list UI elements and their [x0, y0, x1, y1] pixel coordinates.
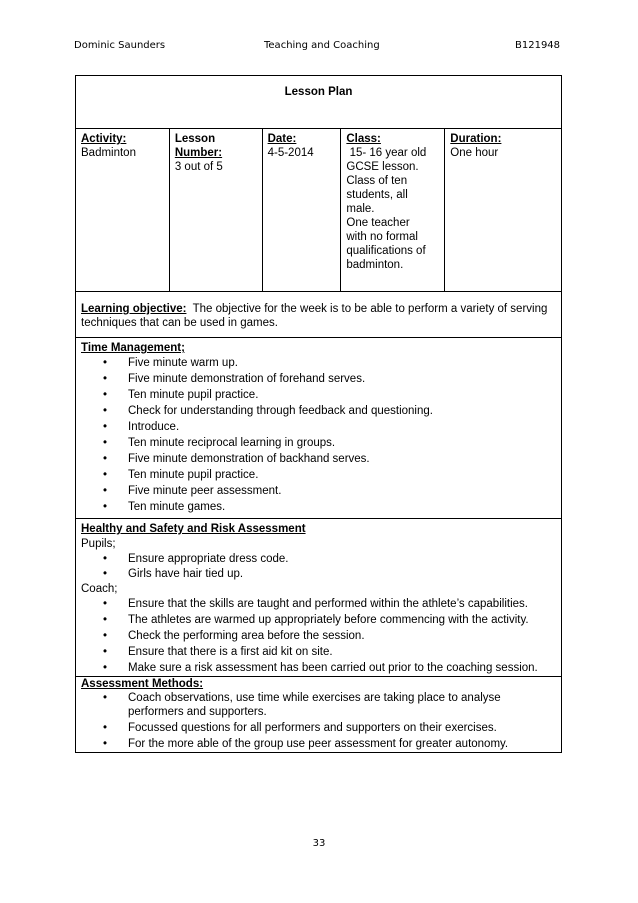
- list-item: • Ten minute pupil practice.: [128, 467, 556, 483]
- duration-label: Duration:: [450, 133, 502, 145]
- activity-cell: [76, 129, 170, 292]
- list-item: • Five minute demonstration of backhand serves.: [128, 451, 556, 467]
- class-line: badminton.: [346, 259, 404, 271]
- health-safety-row: [76, 519, 562, 677]
- list-item: • For the more able of the group use peer assessment for greater autonomy.: [128, 737, 556, 751]
- class-line: One teacher: [346, 217, 410, 229]
- assessment-title: Assessment Methods:: [81, 678, 204, 690]
- lesson-plan-table: [75, 75, 562, 753]
- time-management-list: [81, 355, 556, 515]
- lesson-number-label-1: Lesson: [174, 133, 216, 145]
- lesson-plan-title: Lesson Plan: [76, 76, 562, 129]
- list-item: • Ten minute games.: [128, 499, 556, 515]
- class-line: GCSE lesson.: [346, 161, 419, 173]
- page-number: 33: [312, 838, 326, 849]
- list-item: • Five minute demonstration of forehand serves.: [128, 371, 556, 387]
- list-item: • Girls have hair tied up.: [128, 567, 556, 582]
- health-safety-title: Healthy and Safety and Risk Assessment: [81, 523, 306, 535]
- page-header: [0, 40, 638, 54]
- learning-objective-label: Learning objective:: [81, 303, 187, 315]
- list-item: • Ten minute pupil practice.: [128, 387, 556, 403]
- date-label: Date:: [267, 133, 297, 145]
- duration-cell: [445, 129, 562, 292]
- list-item: • Ten minute reciprocal learning in groups.: [128, 435, 556, 451]
- learning-objective-text: The objective for the week is to be able to perform a variety of serving techniques that can be used in games.: [81, 303, 551, 329]
- class-line: qualifications of: [346, 245, 426, 257]
- list-item: • Check for understanding through feedback and questioning.: [128, 403, 556, 419]
- duration-value: One hour: [450, 147, 499, 159]
- list-item: • Ensure that there is a first aid kit on site.: [128, 645, 556, 659]
- class-line: with no formal: [346, 231, 418, 243]
- assessment-row: [76, 677, 562, 753]
- assessment-cell: [76, 677, 562, 753]
- coach-list: [81, 597, 556, 675]
- header-code: B121948: [515, 40, 561, 51]
- list-item: • Make sure a risk assessment has been carried out prior to the coaching session.: [128, 661, 556, 675]
- class-line: students, all: [346, 189, 408, 201]
- list-item: • Focussed questions for all performers and supporters on their exercises.: [128, 721, 556, 735]
- activity-label: Activity:: [81, 133, 127, 145]
- health-safety-cell: [76, 519, 562, 677]
- class-line: 15- 16 year old: [346, 147, 427, 159]
- time-management-cell: [76, 338, 562, 519]
- time-management-row: [76, 338, 562, 519]
- list-item: • Introduce.: [128, 419, 556, 435]
- class-line: male.: [346, 203, 375, 215]
- list-item: • Coach observations, use time while exercises are taking place to analyse performers and supporters.: [128, 691, 556, 719]
- list-item: • Check the performing area before the session.: [128, 629, 556, 643]
- activity-value: Badminton: [81, 147, 136, 159]
- assessment-list: [81, 691, 556, 751]
- coach-label: Coach;: [81, 583, 118, 595]
- list-item: • The athletes are warmed up appropriately before commencing with the activity.: [128, 613, 556, 627]
- date-value: 4-5-2014: [267, 147, 314, 159]
- title-row: [76, 76, 562, 129]
- header-author: Dominic Saunders: [74, 40, 166, 51]
- date-cell: [262, 129, 341, 292]
- pupils-list: [81, 552, 556, 582]
- list-item: • Five minute warm up.: [128, 355, 556, 371]
- learning-objective-cell: [76, 292, 562, 338]
- lesson-number-label-2: Number:: [174, 147, 223, 159]
- header-subject: Teaching and Coaching: [264, 40, 380, 51]
- list-item: • Ensure that the skills are taught and performed within the athlete’s capabilities.: [128, 597, 556, 611]
- time-management-title: Time Management;: [81, 342, 185, 354]
- lesson-number-cell: [169, 129, 262, 292]
- list-item: • Ensure appropriate dress code.: [128, 552, 556, 567]
- lesson-number-value: 3 out of 5: [174, 161, 223, 173]
- objective-row: [76, 292, 562, 338]
- info-row: [76, 129, 562, 292]
- pupils-label: Pupils;: [81, 538, 116, 550]
- class-line: Class of ten: [346, 175, 408, 187]
- class-label: Class:: [346, 133, 381, 145]
- list-item: • Five minute peer assessment.: [128, 483, 556, 499]
- class-cell: [341, 129, 445, 292]
